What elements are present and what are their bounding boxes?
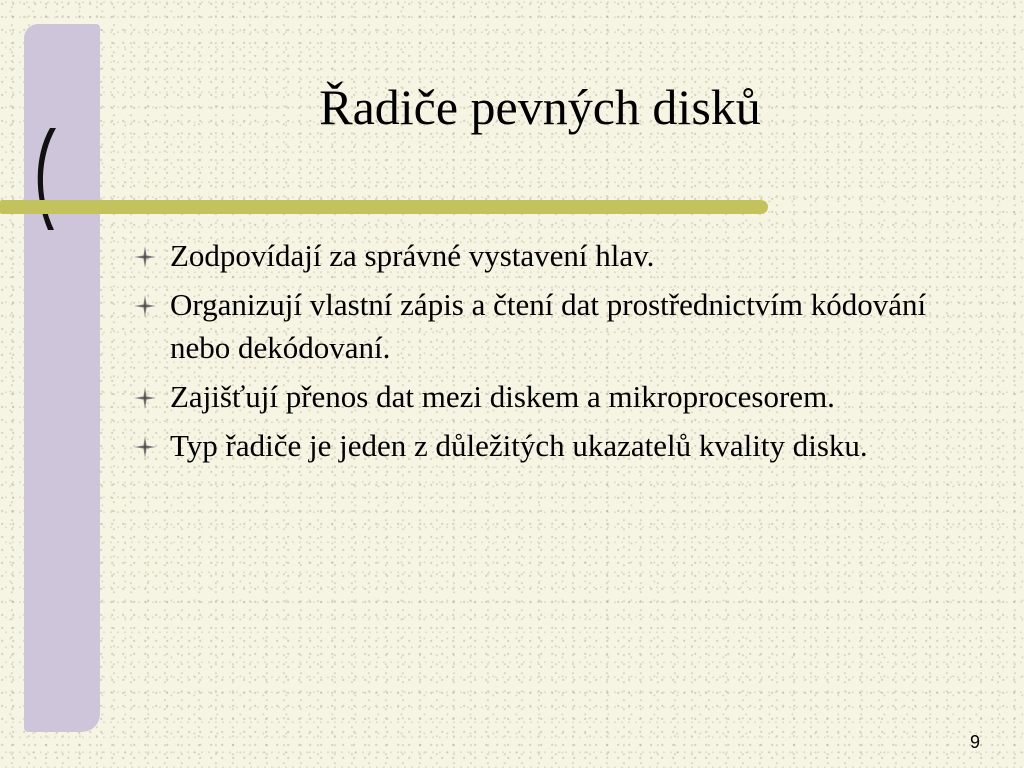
page-title: Řadiče pevných disků: [319, 79, 761, 135]
star-bullet-icon: [134, 387, 156, 409]
list-item: [134, 375, 984, 418]
bullet-text: Zajišťují přenos dat mezi diskem a mikroprocesorem.: [170, 379, 835, 414]
list-item: [134, 234, 984, 277]
title-rule-line: [0, 200, 768, 214]
star-bullet-icon: [134, 436, 156, 458]
bullet-text: Typ řadiče je jeden z důležitých ukazatelů kvality disku.: [170, 428, 868, 463]
star-bullet-icon: [134, 295, 156, 317]
bullet-text: Zodpovídají za správné vystavení hlav.: [170, 238, 655, 273]
page-number: 9: [969, 732, 980, 752]
star-bullet-icon: [134, 246, 156, 268]
bullet-text: Organizují vlastní zápis a čtení dat prostřednictvím kódování nebo dekódovaní.: [170, 287, 927, 365]
bracket-icon: [34, 126, 60, 232]
bullet-list: [134, 234, 984, 473]
list-item: [134, 424, 984, 467]
list-item: [134, 283, 984, 369]
